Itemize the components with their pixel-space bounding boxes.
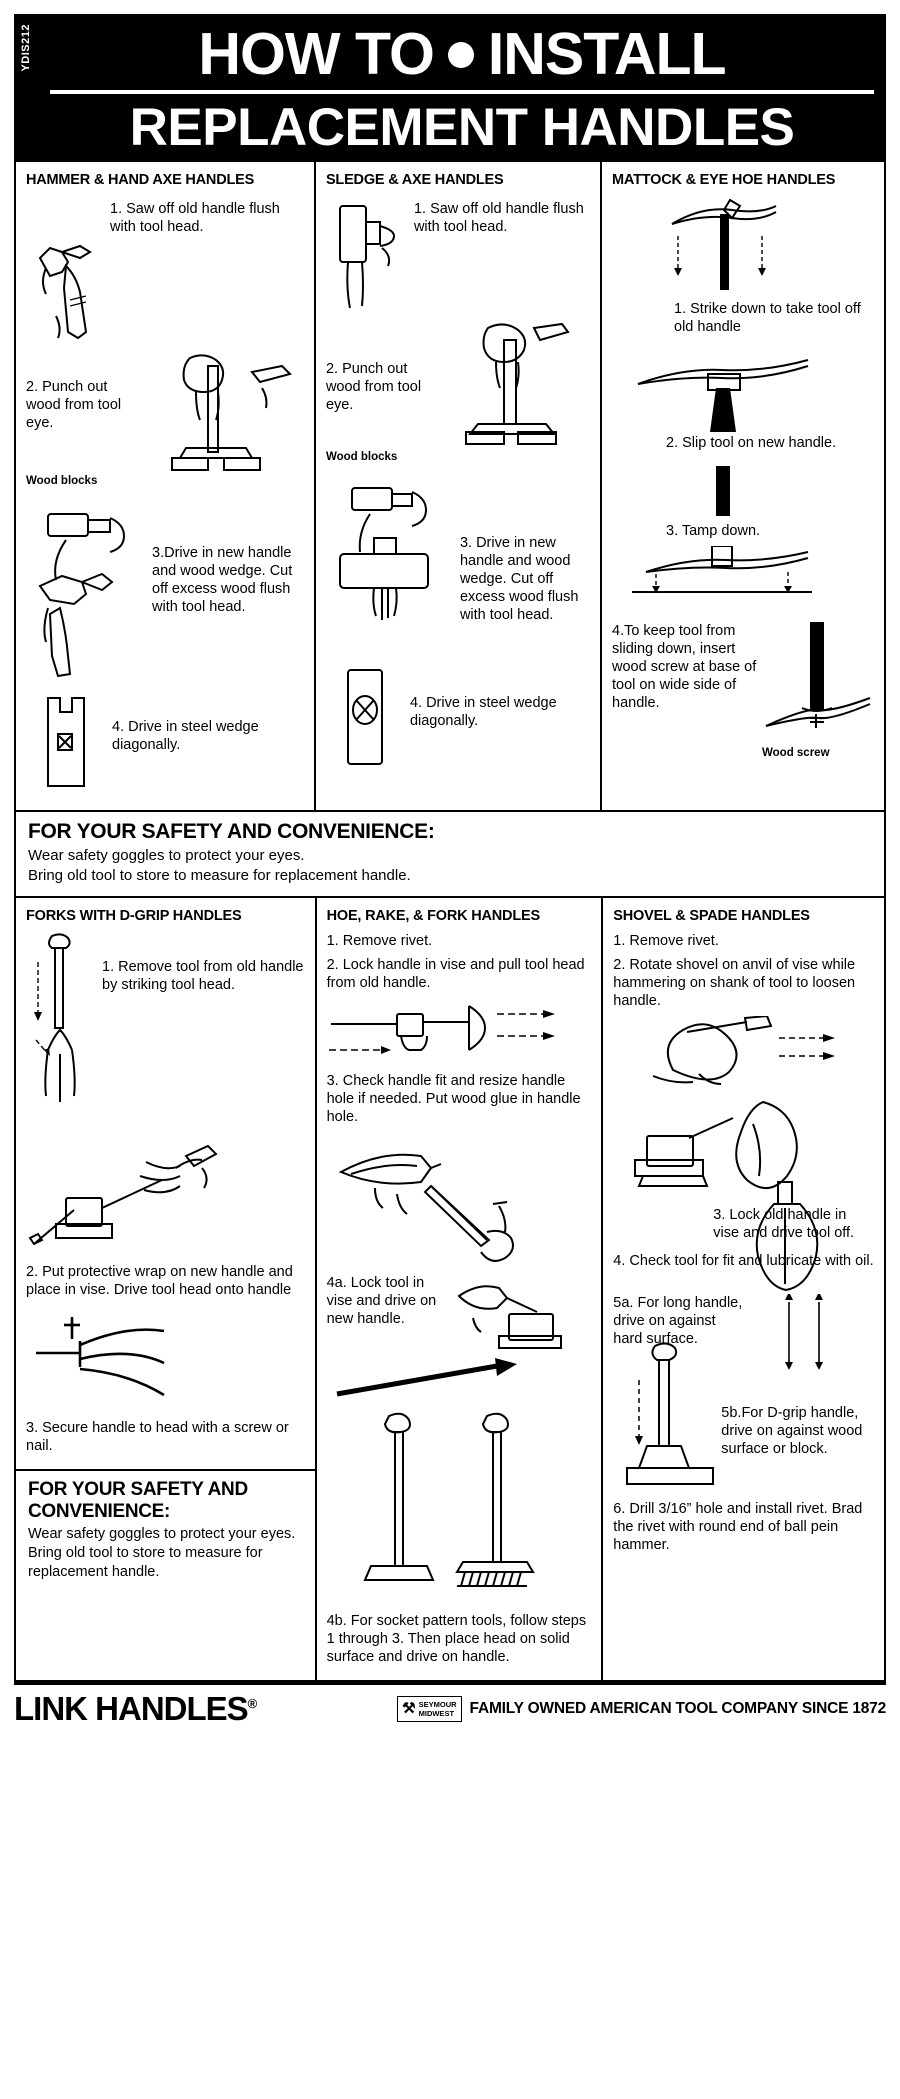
band-top [14, 160, 886, 810]
hammer-step1-illustration [26, 196, 104, 346]
registered-mark: ® [247, 1695, 257, 1711]
hoe-step2-illustration [327, 996, 592, 1068]
hoe-step4a-illustration [453, 1274, 592, 1354]
mattock-step-3: 3. Tamp down. [666, 523, 761, 539]
shovel-step-3: 3. Lock old handle in vise and drive tool off. [713, 1207, 855, 1241]
hoe-step-1: 1. Remove rivet. [326, 933, 433, 949]
forks-step3-illustration [26, 1307, 305, 1417]
hammer-wood-blocks-label: Wood blocks [26, 475, 98, 487]
safety-top-line1: Wear safety goggles to protect your eyes. [28, 847, 305, 864]
bullet-dot-icon [448, 42, 474, 68]
section-sledge [314, 162, 600, 810]
mattock-step2-illustration [612, 354, 874, 434]
mattock-step-2: 2. Slip tool on new handle. [666, 435, 837, 451]
hammer-step-3: 3.Drive in new handle and wood wedge. Cut off excess wood flush with tool head. [152, 545, 293, 615]
sledge-step-3: 3. Drive in new handle and wood wedge. Cut off excess wood flush with tool head. [459, 535, 579, 623]
section-hammer-heading: HAMMER & HAND AXE HANDLES [26, 172, 255, 188]
band-bottom [14, 898, 886, 1680]
shovel-step-2: 2. Rotate shovel on anvil of vise while hammering on shank of tool to loosen handle. [613, 957, 856, 1009]
safety-notice-bottom [16, 1469, 315, 1592]
sm-logo-line2: MIDWEST [418, 1708, 455, 1718]
safety-top-line2: Bring old tool to store to measure for replacement handle. [28, 867, 411, 884]
forks-step-3: 3. Secure handle to head with a screw or nail. [26, 1420, 289, 1454]
mattock-step-1: 1. Strike down to take tool off old handle [674, 301, 861, 335]
section-mattock [600, 162, 884, 810]
section-hoe [315, 898, 602, 1680]
sledge-wood-blocks-label: Wood blocks [325, 451, 398, 463]
hoe-tools-illustration [327, 1410, 592, 1610]
sm-logo-text [419, 1700, 457, 1718]
safety-bottom-heading: FOR YOUR SAFETY AND CONVENIENCE: [28, 1479, 248, 1522]
section-mattock-heading: MATTOCK & EYE HOE HANDLES [612, 172, 836, 188]
hammer-step-4: 4. Drive in steel wedge diagonally. [112, 719, 259, 753]
sku-code: YDIS212 [20, 24, 32, 72]
sledge-step2-illustration [438, 316, 590, 456]
hoe-step-3: 3. Check handle fit and resize handle hole if needed. Put wood glue in handle hole. [326, 1073, 581, 1125]
safety-bottom-body: Wear safety goggles to protect your eyes. Bring old tool to store to measure for replacement handle. [28, 1526, 296, 1580]
title-divider [50, 90, 874, 94]
mattock-step4-illustration [764, 622, 874, 752]
hammer-step2-illustration [142, 348, 304, 478]
mattock-step1-illustration [612, 196, 874, 306]
sledge-step1-illustration [326, 196, 408, 316]
section-forks [16, 898, 315, 1680]
sledge-step-4: 4. Drive in steel wedge diagonally. [409, 695, 557, 729]
shovel-step-6: 6. Drill 3/16” hole and install rivet. Brad the rivet with round end of ball pein hammer. [613, 1501, 863, 1553]
shovel-step-5b: 5b.For D-grip handle, drive on against wood surface or block. [721, 1405, 863, 1457]
hoe-step-4b: 4b. For socket pattern tools, follow steps 1 through 3. Then place head on solid surface and drive on handle. [326, 1613, 587, 1665]
sm-logo-line1: SEYMOUR [418, 1699, 457, 1709]
mattock-step-4: 4.To keep tool from sliding down, insert wood screw at base of tool on wide side of handle. [612, 623, 757, 711]
mattock-wood-screw-label: Wood screw [762, 747, 830, 759]
shovel-step-4: 4. Check tool for fit and lubricate with oil. [613, 1253, 874, 1269]
shovel-step-5a: 5a. For long handle, drive on against hard surface. [613, 1295, 743, 1347]
title-install-right: INSTALL [487, 21, 726, 87]
forks-step1-illustration [26, 932, 96, 1122]
page-title-line2: REPLACEMENT HANDLES [129, 98, 795, 157]
title-install-left: HOW TO [198, 21, 434, 87]
shovel-step-1: 1. Remove rivet. [613, 933, 719, 949]
mattock-tamp-illustration [612, 546, 874, 616]
hoe-step-4a: 4a. Lock tool in vise and drive on new handle. [326, 1275, 437, 1327]
sledge-step4-illustration [326, 664, 404, 774]
hammer-step-1: 1. Saw off old handle flush with tool head. [110, 201, 280, 235]
forks-step-1: 1. Remove tool from old handle by striking tool head. [102, 959, 304, 993]
sledge-step-2: 2. Punch out wood from tool eye. [325, 361, 422, 413]
poster-header [14, 14, 886, 160]
brand-logo [14, 1690, 256, 1728]
section-shovel [601, 898, 884, 1680]
mattock-step3-illustration [612, 466, 874, 522]
sledge-step-1: 1. Saw off old handle flush with tool head. [413, 201, 584, 235]
section-hoe-heading: HOE, RAKE, & FORK HANDLES [326, 908, 540, 924]
safety-notice-top [14, 810, 886, 898]
footer-tagline: FAMILY OWNED AMERICAN TOOL COMPANY SINCE 1872 [469, 1699, 886, 1717]
sledge-step3-illustration [326, 476, 454, 656]
page-title-line1 [48, 20, 876, 88]
hoe-step3-illustration [327, 1132, 592, 1272]
brand-name: LINK HANDLES [14, 1689, 248, 1727]
forks-step-2: 2. Put protective wrap on new handle and place in vise. Drive tool head onto handle [26, 1264, 293, 1298]
poster-footer [14, 1682, 886, 1728]
sm-monogram-icon: ⚒ [402, 1700, 416, 1717]
section-shovel-heading: SHOVEL & SPADE HANDLES [613, 908, 810, 924]
section-forks-heading: FORKS WITH D-GRIP HANDLES [26, 908, 242, 924]
shovel-step5b-illustration [613, 1340, 874, 1490]
seymour-midwest-logo [397, 1696, 461, 1722]
hoe-step-2: 2. Lock handle in vise and pull tool head from old handle. [326, 957, 585, 991]
hoe-drive-arrow-illustration [327, 1358, 592, 1406]
hammer-step3-illustration [26, 500, 146, 680]
safety-top-heading: FOR YOUR SAFETY AND CONVENIENCE: [28, 820, 435, 843]
footer-right-group [397, 1696, 886, 1722]
forks-step2-illustration [26, 1132, 305, 1267]
section-hammer [16, 162, 314, 810]
hammer-step-2: 2. Punch out wood from tool eye. [26, 379, 122, 431]
hammer-step4-illustration [26, 690, 106, 800]
shovel-step2-illustration [613, 1016, 874, 1096]
section-sledge-heading: SLEDGE & AXE HANDLES [325, 172, 504, 188]
